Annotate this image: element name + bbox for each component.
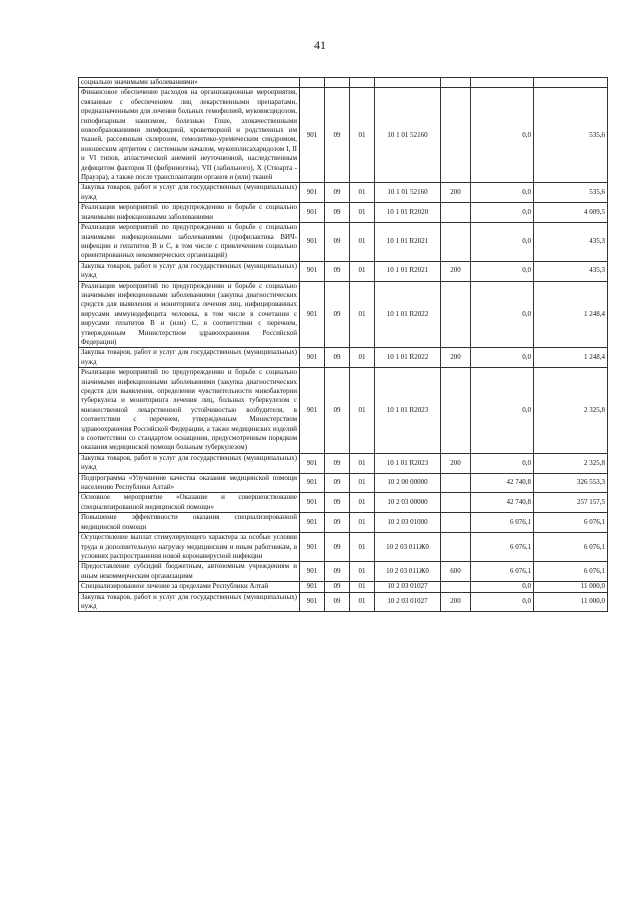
row-subsection-cell: 01 <box>350 368 375 454</box>
row-amount-year1-cell: 0,0 <box>471 281 534 348</box>
table-row <box>79 453 608 473</box>
table-row <box>79 348 608 368</box>
row-subsection-cell: 01 <box>350 592 375 612</box>
row-amount-year1-cell: 0,0 <box>471 348 534 368</box>
page-number: 41 <box>314 38 326 52</box>
row-name-cell: Реализация мероприятий по предупреждению и борьбе с социально значимыми инфекционными заболеваниями (закупка диагностических средств для выявления, определения чувствительности микобактерии туберкулеза и мониторинга лечения лиц, больных туберкулезом с множественной лекарственной устойчивостью возбудителя, в соответствии с перечнем, утвержденным Министерством здравоохранения Российской Федерации, а также медицинских изделий в соответствии со стандартом оснащения, предусмотренным порядком оказания медицинской помощи больным туберкулезом) <box>79 368 300 454</box>
row-target-article-cell: 10 1 01 52160 <box>375 183 441 203</box>
row-amount-year1-cell: 0,0 <box>471 183 534 203</box>
row-subsection-cell: 01 <box>350 533 375 562</box>
row-target-article-cell: 10 2 03 01027 <box>375 582 441 592</box>
row-subsection-cell: 01 <box>350 513 375 533</box>
row-amount-year1-cell: 0,0 <box>471 203 534 223</box>
row-name-cell: Закупка товаров, работ и услуг для государственных (муниципальных) нужд <box>79 348 300 368</box>
row-target-article-cell: 10 1 01 52160 <box>375 88 441 183</box>
row-subsection-cell: 01 <box>350 453 375 473</box>
row-amount-year2-cell: 2 325,8 <box>534 453 608 473</box>
row-subsection-cell: 01 <box>350 281 375 348</box>
row-expense-type-cell <box>441 88 471 183</box>
row-subsection-cell <box>350 78 375 88</box>
row-expense-type-cell <box>441 368 471 454</box>
row-ved-cell: 901 <box>300 533 325 562</box>
row-expense-type-cell: 600 <box>441 562 471 582</box>
row-target-article-cell: 10 1 01 R2020 <box>375 203 441 223</box>
row-amount-year1-cell: 0,0 <box>471 368 534 454</box>
row-ved-cell: 901 <box>300 261 325 281</box>
row-ved-cell: 901 <box>300 513 325 533</box>
row-name-cell: Закупка товаров, работ и услуг для государственных (муниципальных) нужд <box>79 453 300 473</box>
row-target-article-cell: 10 1 01 R2022 <box>375 281 441 348</box>
row-subsection-cell: 01 <box>350 261 375 281</box>
row-amount-year2-cell: 4 009,5 <box>534 203 608 223</box>
row-section-cell: 09 <box>325 261 350 281</box>
table-row <box>79 473 608 493</box>
row-amount-year1-cell <box>471 78 534 88</box>
row-amount-year2-cell: 11 000,0 <box>534 592 608 612</box>
row-ved-cell: 901 <box>300 223 325 262</box>
row-section-cell: 09 <box>325 533 350 562</box>
row-subsection-cell: 01 <box>350 183 375 203</box>
row-expense-type-cell <box>441 493 471 513</box>
row-amount-year1-cell: 6 076,1 <box>471 513 534 533</box>
row-ved-cell: 901 <box>300 368 325 454</box>
row-subsection-cell: 01 <box>350 473 375 493</box>
row-target-article-cell: 10 1 01 R2023 <box>375 453 441 473</box>
row-amount-year2-cell: 6 076,1 <box>534 533 608 562</box>
row-section-cell: 09 <box>325 592 350 612</box>
table-row <box>79 183 608 203</box>
row-expense-type-cell <box>441 473 471 493</box>
row-amount-year1-cell: 0,0 <box>471 223 534 262</box>
row-amount-year2-cell: 435,3 <box>534 223 608 262</box>
row-name-cell: Закупка товаров, работ и услуг для государственных (муниципальных) нужд <box>79 261 300 281</box>
row-section-cell: 09 <box>325 348 350 368</box>
row-amount-year2-cell: 535,6 <box>534 183 608 203</box>
row-subsection-cell: 01 <box>350 88 375 183</box>
row-amount-year2-cell: 6 076,1 <box>534 513 608 533</box>
row-section-cell: 09 <box>325 562 350 582</box>
row-name-cell: Закупка товаров, работ и услуг для государственных (муниципальных) нужд <box>79 592 300 612</box>
table-row <box>79 88 608 183</box>
row-section-cell: 09 <box>325 493 350 513</box>
row-amount-year2-cell: 326 553,3 <box>534 473 608 493</box>
row-ved-cell: 901 <box>300 473 325 493</box>
row-name-cell: Подпрограмма «Улучшение качества оказания медицинской помощи населению Республики Алтай» <box>79 473 300 493</box>
row-ved-cell: 901 <box>300 493 325 513</box>
row-amount-year2-cell: 1 248,4 <box>534 281 608 348</box>
table-row <box>79 368 608 454</box>
row-name-cell: Финансовое обеспечение расходов на организационные мероприятия, связанные с обеспечением лиц лекарственными препаратами, предназначенными для лечения больных гемофилией, муковисцидозом, гипофизарным нанизмом, болезнью Гоше, злокачественными новообразованиями лимфоидной, кроветворной и родственных им тканей, рассеянным склерозом, гемолитико-уремическим синдромом, юношеским артритом с системным началом, мукополисахаридозом I, II и VI типов, апластической анемией неуточненной, наследственным дефицитом факторов II (фибриногена), VII (лабильного), X (Стюарта - Прауэра), а также после трансплантации органов и (или) тканей <box>79 88 300 183</box>
row-section-cell: 09 <box>325 473 350 493</box>
row-target-article-cell <box>375 78 441 88</box>
row-section-cell: 09 <box>325 88 350 183</box>
row-expense-type-cell <box>441 582 471 592</box>
row-target-article-cell: 10 2 03 01027 <box>375 592 441 612</box>
row-subsection-cell: 01 <box>350 203 375 223</box>
row-expense-type-cell <box>441 203 471 223</box>
row-section-cell: 09 <box>325 368 350 454</box>
row-amount-year1-cell: 42 740,8 <box>471 473 534 493</box>
row-expense-type-cell <box>441 281 471 348</box>
row-amount-year1-cell: 0,0 <box>471 592 534 612</box>
table-row <box>79 261 608 281</box>
row-section-cell: 09 <box>325 281 350 348</box>
table-row <box>79 582 608 592</box>
row-target-article-cell: 10 2 03 00000 <box>375 493 441 513</box>
row-name-cell: Предоставление субсидий бюджетным, автономным учреждениям и иным некоммерческим организациям <box>79 562 300 582</box>
row-ved-cell: 901 <box>300 203 325 223</box>
row-subsection-cell: 01 <box>350 493 375 513</box>
table-row <box>79 533 608 562</box>
row-target-article-cell: 10 1 01 R2021 <box>375 261 441 281</box>
row-amount-year2-cell: 2 325,8 <box>534 368 608 454</box>
row-expense-type-cell <box>441 223 471 262</box>
row-expense-type-cell: 200 <box>441 261 471 281</box>
row-expense-type-cell: 200 <box>441 348 471 368</box>
row-name-cell: Реализация мероприятий по предупреждению и борьбе с социально значимыми инфекционными заболеваниями <box>79 203 300 223</box>
row-amount-year1-cell: 0,0 <box>471 261 534 281</box>
row-target-article-cell: 10 1 01 R2023 <box>375 368 441 454</box>
row-section-cell: 09 <box>325 223 350 262</box>
row-name-cell: Основное мероприятие «Оказание и совершенствование специализированной медицинской помощи» <box>79 493 300 513</box>
row-subsection-cell: 01 <box>350 348 375 368</box>
row-expense-type-cell: 200 <box>441 592 471 612</box>
row-target-article-cell: 10 1 01 R2021 <box>375 223 441 262</box>
row-amount-year1-cell: 0,0 <box>471 453 534 473</box>
table-row <box>79 223 608 262</box>
row-target-article-cell: 10 2 03 011Ж0 <box>375 562 441 582</box>
row-section-cell: 09 <box>325 203 350 223</box>
row-target-article-cell: 10 2 03 011Ж0 <box>375 533 441 562</box>
row-expense-type-cell: 200 <box>441 183 471 203</box>
row-ved-cell: 901 <box>300 592 325 612</box>
row-amount-year2-cell: 1 248,4 <box>534 348 608 368</box>
row-name-cell: Специализированное лечение за пределами Республики Алтай <box>79 582 300 592</box>
row-amount-year2-cell: 435,3 <box>534 261 608 281</box>
row-ved-cell: 901 <box>300 281 325 348</box>
row-ved-cell: 901 <box>300 582 325 592</box>
row-subsection-cell: 01 <box>350 223 375 262</box>
row-section-cell <box>325 78 350 88</box>
row-name-cell: Осуществление выплат стимулирующего характера за особые условия труда и дополнительную нагрузку медицинским и иным работникам, в условиях распространения новой коронавирусной инфекции <box>79 533 300 562</box>
row-amount-year1-cell: 0,0 <box>471 582 534 592</box>
row-section-cell: 09 <box>325 453 350 473</box>
row-expense-type-cell <box>441 533 471 562</box>
table-row <box>79 78 608 88</box>
row-ved-cell: 901 <box>300 453 325 473</box>
row-amount-year2-cell: 535,6 <box>534 88 608 183</box>
table-row <box>79 562 608 582</box>
table-row <box>79 592 608 612</box>
row-amount-year1-cell: 6 076,1 <box>471 533 534 562</box>
row-section-cell: 09 <box>325 183 350 203</box>
row-ved-cell: 901 <box>300 183 325 203</box>
row-name-cell: Закупка товаров, работ и услуг для государственных (муниципальных) нужд <box>79 183 300 203</box>
row-amount-year2-cell <box>534 78 608 88</box>
row-target-article-cell: 10 2 00 00000 <box>375 473 441 493</box>
table-row <box>79 281 608 348</box>
row-ved-cell: 901 <box>300 348 325 368</box>
row-target-article-cell: 10 1 01 R2022 <box>375 348 441 368</box>
row-subsection-cell: 01 <box>350 582 375 592</box>
row-ved-cell <box>300 78 325 88</box>
budget-table <box>78 77 608 612</box>
row-expense-type-cell <box>441 78 471 88</box>
row-target-article-cell: 10 2 03 01000 <box>375 513 441 533</box>
row-amount-year1-cell: 42 740,8 <box>471 493 534 513</box>
row-ved-cell: 901 <box>300 562 325 582</box>
row-name-cell: Реализация мероприятий по предупреждению и борьбе с социально значимыми инфекционными заболеваниями (закупка диагностических средств для выявления и мониторинга лечения лиц, инфицированных вирусами иммунодефицита человека, в том числе в сочетании с вирусами гепатитов В и (или) С, в соответствии с перечнем, утвержденным Министерством здравоохранения Российской Федерации) <box>79 281 300 348</box>
row-amount-year2-cell: 11 000,0 <box>534 582 608 592</box>
row-subsection-cell: 01 <box>350 562 375 582</box>
row-section-cell: 09 <box>325 513 350 533</box>
table-row <box>79 203 608 223</box>
row-amount-year2-cell: 257 157,5 <box>534 493 608 513</box>
row-amount-year1-cell: 6 076,1 <box>471 562 534 582</box>
row-amount-year2-cell: 6 076,1 <box>534 562 608 582</box>
row-section-cell: 09 <box>325 582 350 592</box>
row-name-cell: Повышение эффективности оказания специализированной медицинской помощи <box>79 513 300 533</box>
row-name-cell: Реализация мероприятий по предупреждению и борьбе с социально значимыми инфекционными заболеваниями (профилактика ВИЧ-инфекции и гепатитов В и С, в том числе с привлечением социально ориентированных некоммерческих организаций) <box>79 223 300 262</box>
row-ved-cell: 901 <box>300 88 325 183</box>
row-amount-year1-cell: 0,0 <box>471 88 534 183</box>
table-row <box>79 513 608 533</box>
row-expense-type-cell: 200 <box>441 453 471 473</box>
table-row <box>79 493 608 513</box>
row-name-cell: социально значимыми заболеваниями» <box>79 78 300 88</box>
row-expense-type-cell <box>441 513 471 533</box>
